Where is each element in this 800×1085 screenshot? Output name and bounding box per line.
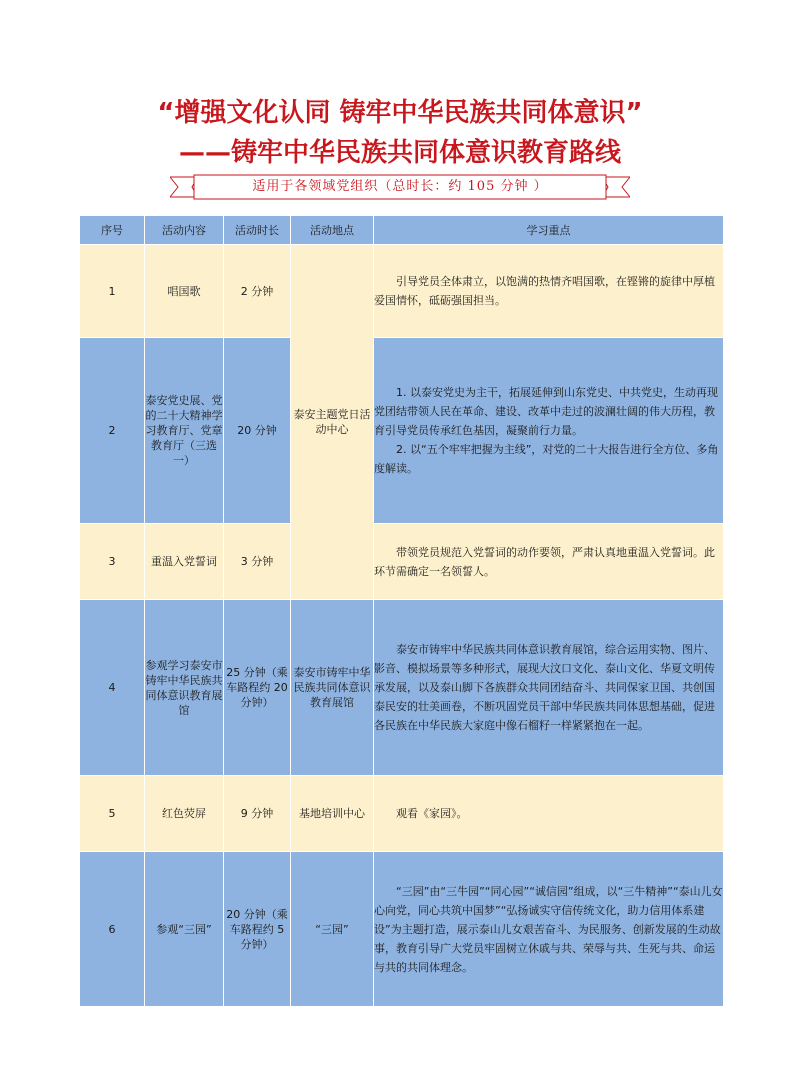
row-location: 泰安市铸牢中华民族共同体意识教育展馆 [291,600,374,776]
row-no: 6 [80,852,145,1007]
focus-text: 观看《家园》。 [396,807,468,820]
table-row [80,338,724,524]
row-focus [374,600,724,776]
row-content: 重温入党誓词 [145,524,224,600]
row-location: 基地培训中心 [291,776,374,852]
row-duration: 20 分钟 [224,338,291,524]
row-location-shared: 泰安主题党日活动中心 [291,245,374,600]
row-duration: 9 分钟 [224,776,291,852]
col-header-location: 活动地点 [291,216,374,245]
focus-text: 泰安市铸牢中华民族共同体意识教育展馆，综合运用实物、图片、影音、模拟场景等多种形式，展现大汶口文化、泰山文化、华夏文明传承发展，以及泰山脚下各族群众共同团结奋斗、共同保家卫国、共创国泰民安的壮美画卷，不断巩固党员干部中华民族共同体思想基础，促进各民族在中华民族大家庭中像石榴籽一样紧紧抱在一起。 [374,643,715,732]
row-no: 4 [80,600,145,776]
row-no: 5 [80,776,145,852]
row-focus [374,524,724,600]
row-content: 红色荧屏 [145,776,224,852]
row-focus [374,852,724,1007]
row-content: 唱国歌 [145,245,224,338]
focus-text: 2. 以“五个牢牢把握为主线”，对党的二十大报告进行全方位、多角度解读。 [374,443,719,475]
table-row [80,776,724,852]
row-no: 3 [80,524,145,600]
subtitle-ribbon [170,174,630,200]
focus-text: 带领党员规范入党誓词的动作要领，严肃认真地重温入党誓词。此环节需确定一名领誓人。 [374,545,715,578]
row-duration: 3 分钟 [224,524,291,600]
row-no: 2 [80,338,145,524]
subtitle: 适用于各领域党组织（总时长：约 105 分钟 ） [252,179,548,194]
page-title-line2: ——铸牢中华民族共同体意识教育路线 [178,138,621,168]
col-header-no: 序号 [80,216,145,245]
row-focus [374,338,724,524]
focus-text: 引导党员全体肃立，以饱满的热情齐唱国歌，在铿锵的旋律中厚植爱国情怀，砥砺强国担当。 [374,275,715,307]
row-focus [374,245,724,338]
focus-text: “三园”由“三牛园”“同心园”“诚信园”组成，以“三牛精神”“泰山儿女心向党，同心共筑中国梦”“弘扬诚实守信传统文化，助力信用体系建设”为主题打造，展示泰山儿女艰苦奋斗、为民服务、创新发展的生动故事，教育引导广大党员牢固树立休戚与共、荣辱与共、生死与共、命运与共的共同体理念。 [374,884,723,974]
row-duration: 25 分钟（乘车路程约 20 分钟） [224,600,291,776]
row-location: “三园” [291,852,374,1007]
table-row [80,600,724,776]
row-content: 参观学习泰安市铸牢中华民族共同体意识教育展馆 [145,600,224,776]
row-content: 参观“三园” [145,852,224,1007]
route-table [79,215,724,1007]
page-title-line1: “增强文化认同 铸牢中华民族共同体意识” [157,98,643,128]
row-content: 泰安党史展、党的二十大精神学习教育厅、党章教育厅（三选一） [145,338,224,524]
table-row [80,524,724,600]
focus-text: 1. 以泰安党史为主干，拓展延伸到山东党史、中共党史，生动再现党团结带领人民在革命、建设、改革中走过的波澜壮阔的伟大历程，教育引导党员传承红色基因，凝聚前行力量。 [374,386,718,437]
row-duration: 2 分钟 [224,245,291,338]
col-header-content: 活动内容 [145,216,224,245]
table-header-row [80,216,724,245]
table-row [80,852,724,1007]
table-row [80,245,724,338]
col-header-duration: 活动时长 [224,216,291,245]
row-duration: 20 分钟（乘车路程约 5 分钟） [224,852,291,1007]
row-no: 1 [80,245,145,338]
row-focus [374,776,724,852]
col-header-focus: 学习重点 [374,216,724,245]
